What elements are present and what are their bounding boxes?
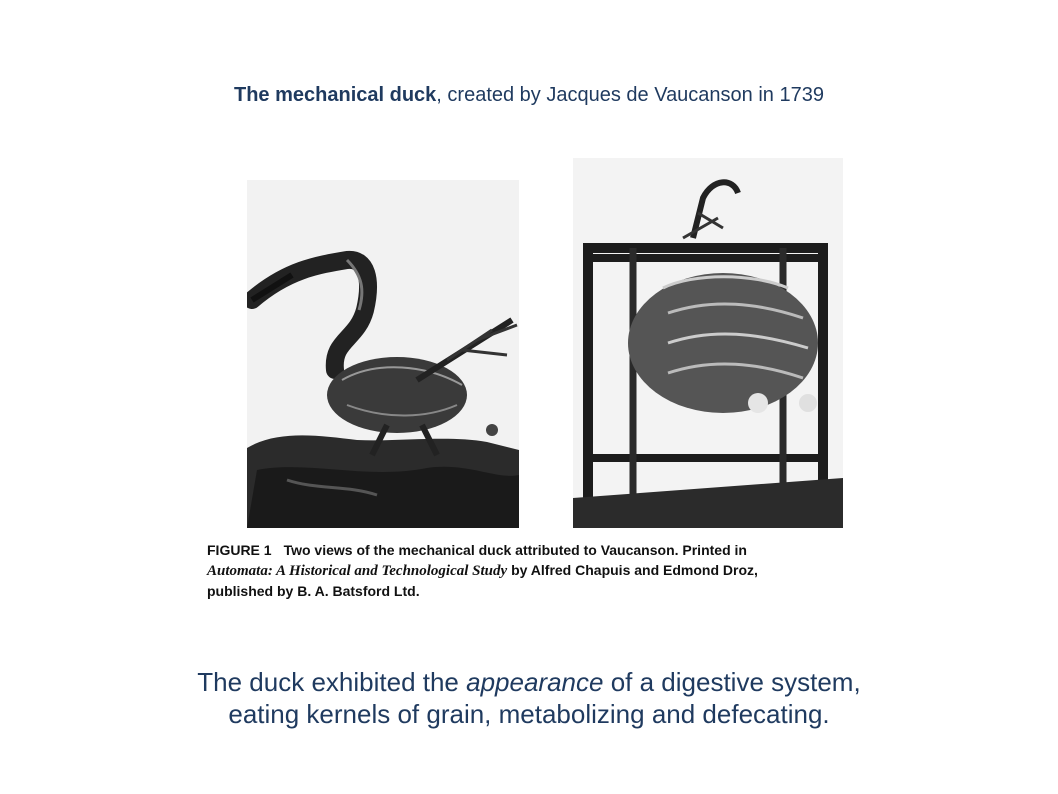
slide-title-rest: , created by Jacques de Vaucanson in 1739 (436, 84, 824, 106)
caption-line1-text: Two views of the mechanical duck attributed to Vaucanson. Printed in (283, 542, 747, 558)
caption-line-1 (207, 540, 857, 560)
figure (195, 128, 860, 608)
caption-lead: FIGURE 1 (207, 542, 272, 558)
duck-skeleton-photo (247, 180, 519, 528)
caption-line-3: published by B. A. Batsford Ltd. (207, 583, 420, 599)
body-line1-em: appearance (466, 667, 604, 697)
body-line1-post: of a digestive system, (603, 667, 861, 697)
caption-book-title: Automata: A Historical and Technological Study (207, 563, 508, 579)
slide-title (0, 84, 1058, 107)
body-text (0, 666, 1058, 730)
figure-caption (207, 540, 857, 601)
body-line-2: eating kernels of grain, metabolizing and defecating. (228, 699, 830, 729)
body-line-1 (0, 666, 1058, 698)
body-line1-pre: The duck exhibited the (197, 667, 467, 697)
slide-title-bold: The mechanical duck (234, 84, 437, 106)
duck-mechanism-photo (573, 158, 843, 528)
caption-line-2 (207, 560, 857, 581)
caption-line2-rest: by Alfred Chapuis and Edmond Droz, (507, 562, 758, 578)
